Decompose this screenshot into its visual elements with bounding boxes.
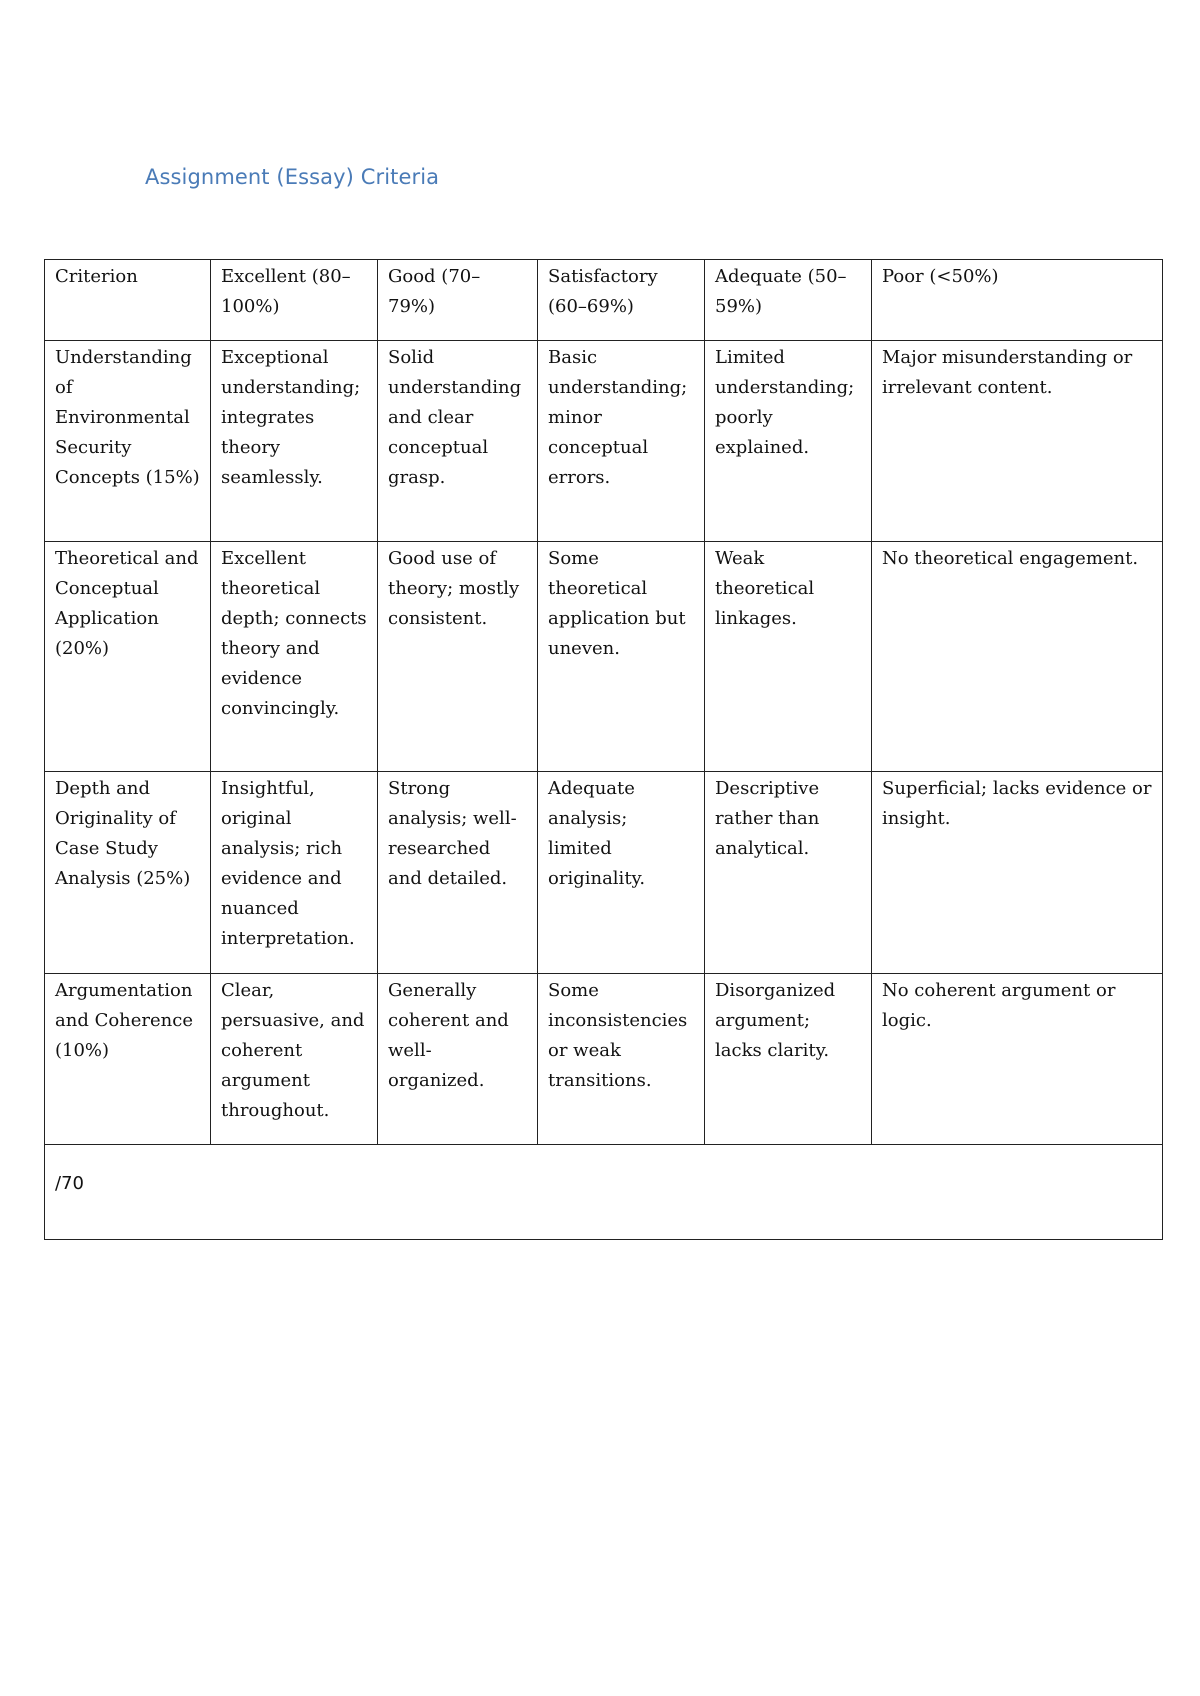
table-row bbox=[45, 772, 1163, 974]
criterion-cell: Argumentation and Coherence (10%) bbox=[45, 974, 211, 1145]
adequate-cell: Descriptive rather than analytical. bbox=[705, 772, 872, 974]
adequate-cell: Limited understanding; poorly explained. bbox=[705, 341, 872, 542]
satisfactory-cell: Basic understanding; minor conceptual errors. bbox=[538, 341, 705, 542]
table-row bbox=[45, 341, 1163, 542]
good-cell: Generally coherent and well-organized. bbox=[378, 974, 538, 1145]
criterion-cell: Depth and Originality of Case Study Analysis (25%) bbox=[45, 772, 211, 974]
header-adequate: Adequate (50–59%) bbox=[705, 260, 872, 341]
poor-cell: Superficial; lacks evidence or insight. bbox=[872, 772, 1163, 974]
table-header-row bbox=[45, 260, 1163, 341]
header-criterion: Criterion bbox=[45, 260, 211, 341]
satisfactory-cell: Some theoretical application but uneven. bbox=[538, 542, 705, 772]
poor-cell: No coherent argument or logic. bbox=[872, 974, 1163, 1145]
excellent-cell: Clear, persuasive, and coherent argument throughout. bbox=[211, 974, 378, 1145]
poor-cell: No theoretical engagement. bbox=[872, 542, 1163, 772]
table-row bbox=[45, 542, 1163, 772]
good-cell: Solid understanding and clear conceptual grasp. bbox=[378, 341, 538, 542]
adequate-cell: Disorganized argument; lacks clarity. bbox=[705, 974, 872, 1145]
table-row bbox=[45, 974, 1163, 1145]
criterion-cell: Understanding of Environmental Security Concepts (15%) bbox=[45, 341, 211, 542]
page-title: Assignment (Essay) Criteria bbox=[145, 165, 440, 189]
header-satisfactory: Satisfactory (60–69%) bbox=[538, 260, 705, 341]
poor-cell: Major misunderstanding or irrelevant content. bbox=[872, 341, 1163, 542]
header-good: Good (70–79%) bbox=[378, 260, 538, 341]
good-cell: Strong analysis; well-researched and detailed. bbox=[378, 772, 538, 974]
good-cell: Good use of theory; mostly consistent. bbox=[378, 542, 538, 772]
satisfactory-cell: Some inconsistencies or weak transitions. bbox=[538, 974, 705, 1145]
rubric-table bbox=[44, 259, 1163, 1240]
total-score-cell: /70 bbox=[45, 1145, 1163, 1240]
satisfactory-cell: Adequate analysis; limited originality. bbox=[538, 772, 705, 974]
header-poor: Poor (<50%) bbox=[872, 260, 1163, 341]
criterion-cell: Theoretical and Conceptual Application (20%) bbox=[45, 542, 211, 772]
total-row bbox=[45, 1145, 1163, 1240]
excellent-cell: Insightful, original analysis; rich evidence and nuanced interpretation. bbox=[211, 772, 378, 974]
header-excellent: Excellent (80–100%) bbox=[211, 260, 378, 341]
excellent-cell: Exceptional understanding; integrates theory seamlessly. bbox=[211, 341, 378, 542]
excellent-cell: Excellent theoretical depth; connects theory and evidence convincingly. bbox=[211, 542, 378, 772]
adequate-cell: Weak theoretical linkages. bbox=[705, 542, 872, 772]
